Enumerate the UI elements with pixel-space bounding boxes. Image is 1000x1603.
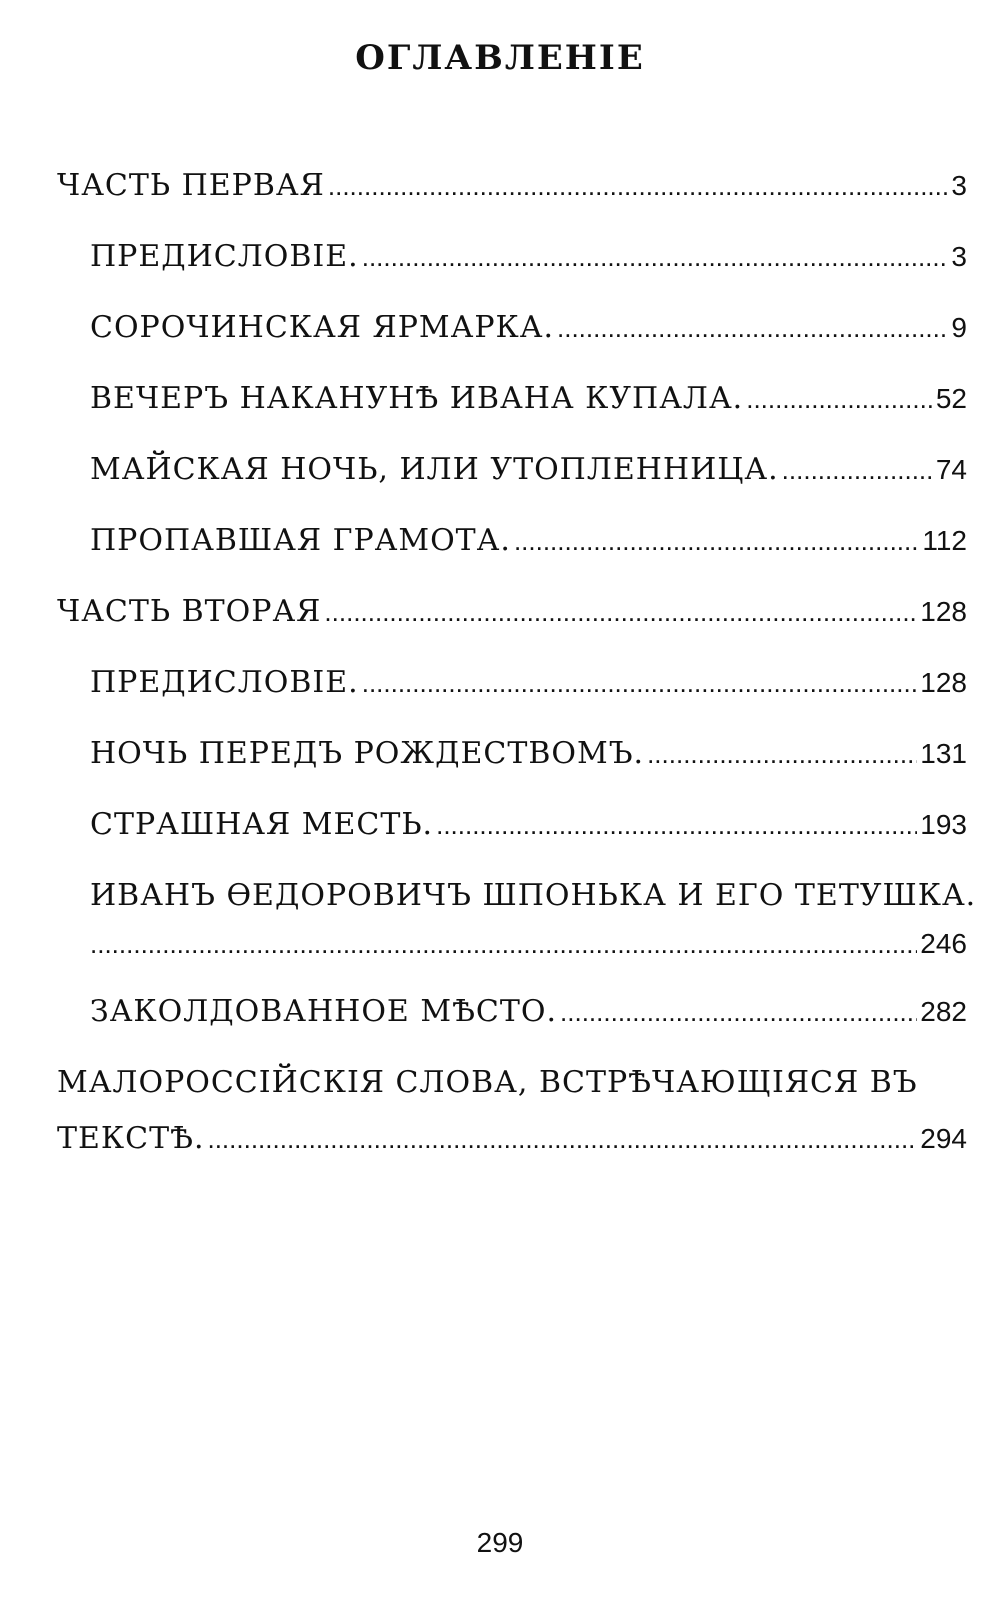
dot-leader — [647, 739, 917, 770]
toc-entry-page: 128 — [920, 596, 967, 627]
dot-leader — [328, 171, 949, 202]
toc-entry-part-two[interactable] — [57, 594, 967, 665]
toc-entry-may-night[interactable] — [57, 452, 967, 523]
dot-leader — [514, 526, 919, 557]
toc-entry-page: 246 — [920, 928, 967, 959]
toc-entry-preface-one[interactable] — [57, 239, 967, 310]
dot-leader — [362, 242, 949, 273]
toc-entry-label: ЗАКОЛДОВАННОЕ МѢСТО. — [90, 994, 558, 1029]
toc-entry-label: ИВАНЪ ѲЕДОРОВИЧЪ ШПОНЬКА И ЕГО ТЕТУШКА. — [90, 878, 977, 913]
toc-entry-page: 282 — [920, 996, 967, 1027]
dot-leader — [782, 455, 933, 486]
toc-entry-label: СТРАШНАЯ МЕСТЬ. — [90, 807, 434, 842]
toc-entry-glossary[interactable] — [57, 1065, 967, 1187]
page-number: 299 — [476, 1527, 524, 1558]
toc-entry-terrible-vengeance[interactable] — [57, 807, 967, 878]
toc-entry-page: 74 — [935, 454, 967, 485]
toc-entry-page: 131 — [920, 738, 967, 769]
toc-entry-preface-two[interactable] — [57, 665, 967, 736]
dot-leader — [746, 384, 933, 415]
toc-entry-page: 52 — [935, 383, 967, 414]
toc-entry-enchanted-place[interactable] — [57, 994, 967, 1065]
toc-entry-page: 3 — [951, 170, 967, 201]
table-of-contents — [57, 168, 977, 1187]
toc-entry-shponka[interactable] — [57, 878, 977, 994]
toc-entry-label-continued: ТЕКСТѢ. — [57, 1121, 205, 1156]
toc-entry-page: 3 — [951, 241, 967, 272]
toc-entry-label: ЧАСТЬ ПЕРВАЯ — [57, 168, 325, 203]
toc-entry-page: 294 — [920, 1123, 967, 1154]
dot-leader — [90, 929, 917, 960]
toc-entry-christmas-eve[interactable] — [57, 736, 967, 807]
toc-entry-label: МАЙСКАЯ НОЧЬ, ИЛИ УТОПЛЕННИЦА. — [90, 452, 779, 487]
toc-entry-page: 112 — [922, 525, 967, 556]
dot-leader — [324, 597, 917, 628]
dot-leader — [207, 1124, 917, 1155]
page-title: ОГЛАВЛЕНІЕ — [355, 38, 645, 78]
dot-leader — [436, 810, 917, 841]
toc-entry-label: МАЛОРОССІЙСКІЯ СЛОВА, ВСТРѢЧАЮЩІЯСЯ ВЪ — [57, 1065, 918, 1100]
toc-entry-st-john-eve[interactable] — [57, 381, 967, 452]
toc-entry-label: НОЧЬ ПЕРЕДЪ РОЖДЕСТВОМЪ. — [90, 736, 645, 771]
toc-entry-label: ПРОПАВШАЯ ГРАМОТА. — [90, 523, 511, 558]
toc-entry-page: 193 — [920, 809, 967, 840]
toc-entry-label: ЧАСТЬ ВТОРАЯ — [57, 594, 322, 629]
toc-entry-label: ВЕЧЕРЪ НАКАНУНѢ ИВАНА КУПАЛА. — [90, 381, 744, 416]
toc-entry-page: 128 — [920, 667, 967, 698]
toc-entry-label: ПРЕДИСЛОВІЕ. — [90, 665, 359, 700]
toc-entry-sorochintsy-fair[interactable] — [57, 310, 967, 381]
dot-leader — [557, 313, 948, 344]
toc-entry-label: СОРОЧИНСКАЯ ЯРМАРКА. — [90, 310, 555, 345]
toc-entry-page: 9 — [951, 312, 967, 343]
dot-leader — [362, 668, 918, 699]
dot-leader — [560, 997, 917, 1028]
toc-entry-label: ПРЕДИСЛОВІЕ. — [90, 239, 359, 274]
toc-entry-lost-letter[interactable] — [57, 523, 967, 594]
toc-entry-part-one[interactable] — [57, 168, 967, 239]
